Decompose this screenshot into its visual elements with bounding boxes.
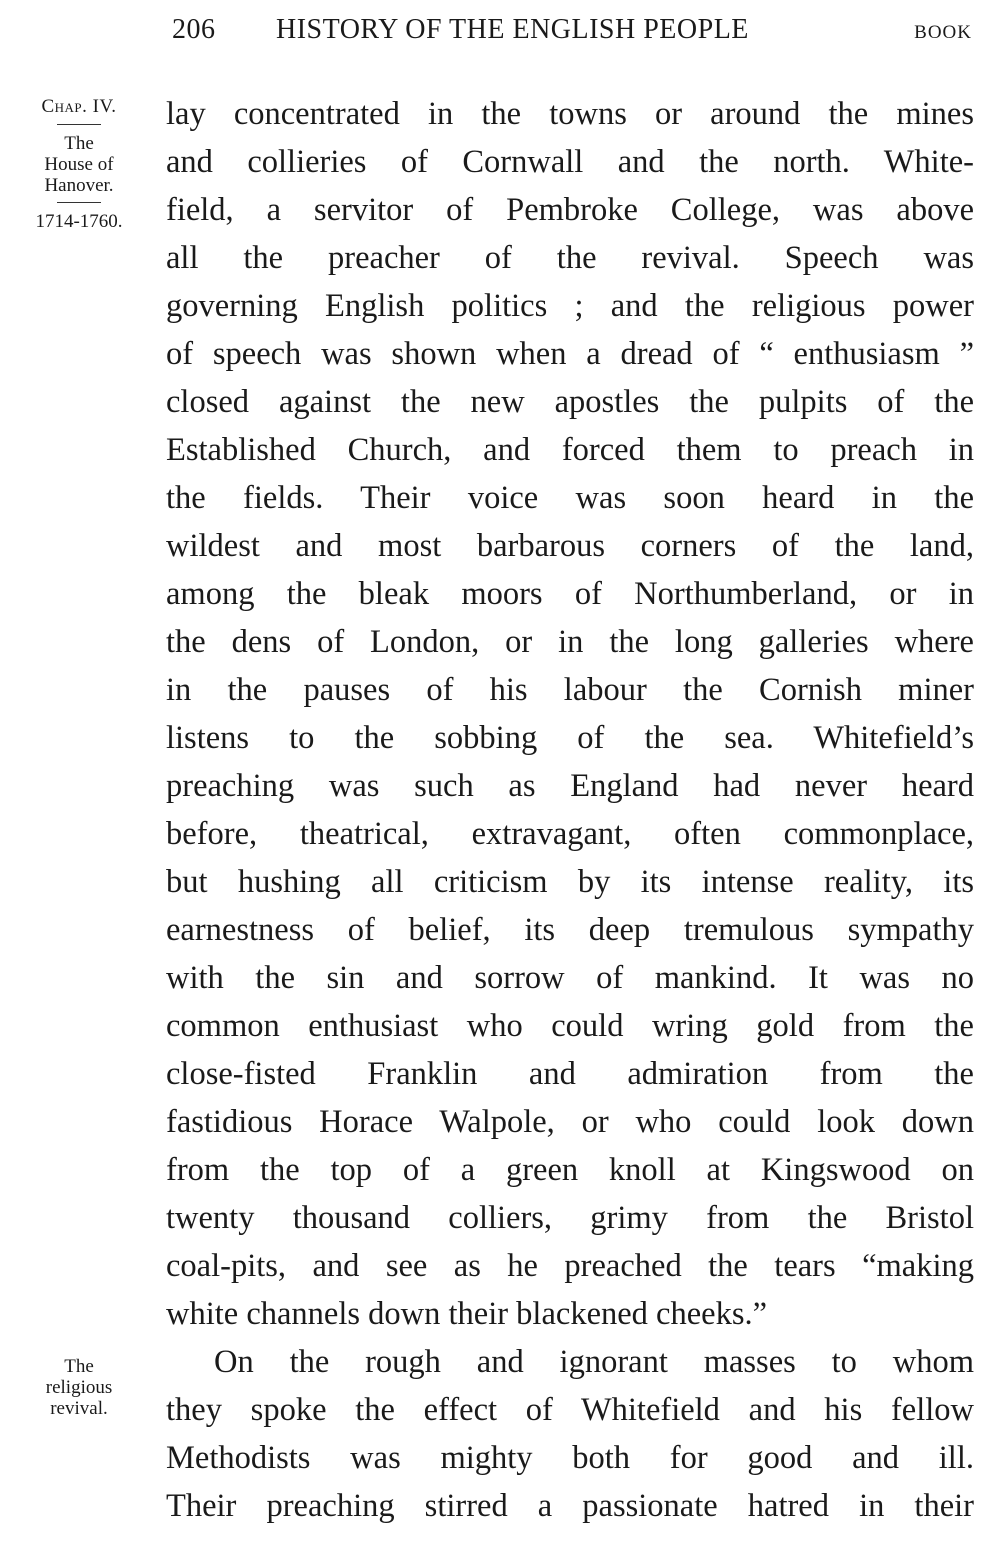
- text-line: of speech was shown when a dread of “ enthusiasm ”: [166, 336, 974, 372]
- text-line: Methodists was mighty both for good and ill.: [166, 1440, 974, 1476]
- text-line: the fields. Their voice was soon heard in the: [166, 480, 974, 516]
- sidenote-revival-line: revival.: [50, 1398, 108, 1419]
- body-text: [166, 90, 974, 1530]
- text-line: all the preacher of the revival. Speech was: [166, 240, 974, 276]
- book-label: BOOK: [914, 22, 972, 43]
- text-line: and collieries of Cornwall and the north. White-: [166, 144, 974, 180]
- sidenote-topic: [0, 133, 158, 196]
- text-line: governing English politics ; and the religious power: [166, 288, 974, 324]
- text-line: the dens of London, or in the long galleries where: [166, 624, 974, 660]
- text-line: from the top of a green knoll at Kingswood on: [166, 1152, 974, 1188]
- sidenote-chapter-block: [0, 96, 158, 233]
- text-line: among the bleak moors of Northumberland, or in: [166, 576, 974, 612]
- running-title: HISTORY OF THE ENGLISH PEOPLE: [276, 14, 749, 45]
- running-header: [0, 14, 1000, 54]
- sidenote-revival: [0, 1356, 158, 1419]
- text-line: in the pauses of his labour the Cornish miner: [166, 672, 974, 708]
- sidenote-topic-line: Hanover.: [44, 175, 114, 196]
- text-line: they spoke the effect of Whitefield and his fellow: [166, 1392, 974, 1428]
- text-line: white channels down their blackened cheeks.”: [166, 1296, 768, 1332]
- sidenote-revival-block: [0, 1356, 158, 1419]
- paragraph: [166, 90, 974, 1338]
- sidenote-revival-line: The: [64, 1356, 94, 1377]
- sidenote-topic-line: The: [64, 133, 94, 154]
- sidenote-dates: 1714-1760.: [35, 211, 123, 232]
- text-line: lay concentrated in the towns or around the mines: [166, 96, 974, 132]
- paragraph: [166, 1338, 974, 1530]
- text-line: Established Church, and forced them to preach in: [166, 432, 974, 468]
- text-line: coal-pits, and see as he preached the tears “making: [166, 1248, 974, 1284]
- sidenote-rule: [57, 202, 101, 203]
- page-number: 206: [172, 14, 216, 45]
- text-line: with the sin and sorrow of mankind. It was no: [166, 960, 974, 996]
- sidenote-topic-line: House of: [44, 154, 114, 175]
- sidenote-rule: [57, 124, 101, 125]
- text-line: preaching was such as England had never heard: [166, 768, 974, 804]
- text-line: close-fisted Franklin and admiration from the: [166, 1056, 974, 1092]
- text-line: Their preaching stirred a passionate hatred in their: [166, 1488, 974, 1524]
- sidenote-revival-line: religious: [45, 1377, 113, 1398]
- text-line: field, a servitor of Pembroke College, was above: [166, 192, 974, 228]
- text-line: closed against the new apostles the pulpits of the: [166, 384, 974, 420]
- text-line: listens to the sobbing of the sea. Whitefield’s: [166, 720, 974, 756]
- text-line: earnestness of belief, its deep tremulous sympathy: [166, 912, 974, 948]
- text-line: common enthusiast who could wring gold from the: [166, 1008, 974, 1044]
- text-line: twenty thousand colliers, grimy from the Bristol: [166, 1200, 974, 1236]
- text-line: wildest and most barbarous corners of the land,: [166, 528, 974, 564]
- text-line: On the rough and ignorant masses to whom: [214, 1344, 974, 1380]
- text-line: fastidious Horace Walpole, or who could look down: [166, 1104, 974, 1140]
- text-line: before, theatrical, extravagant, often commonplace,: [166, 816, 974, 852]
- sidenote-chapter: Chap. IV.: [41, 96, 117, 117]
- text-line: but hushing all criticism by its intense reality, its: [166, 864, 974, 900]
